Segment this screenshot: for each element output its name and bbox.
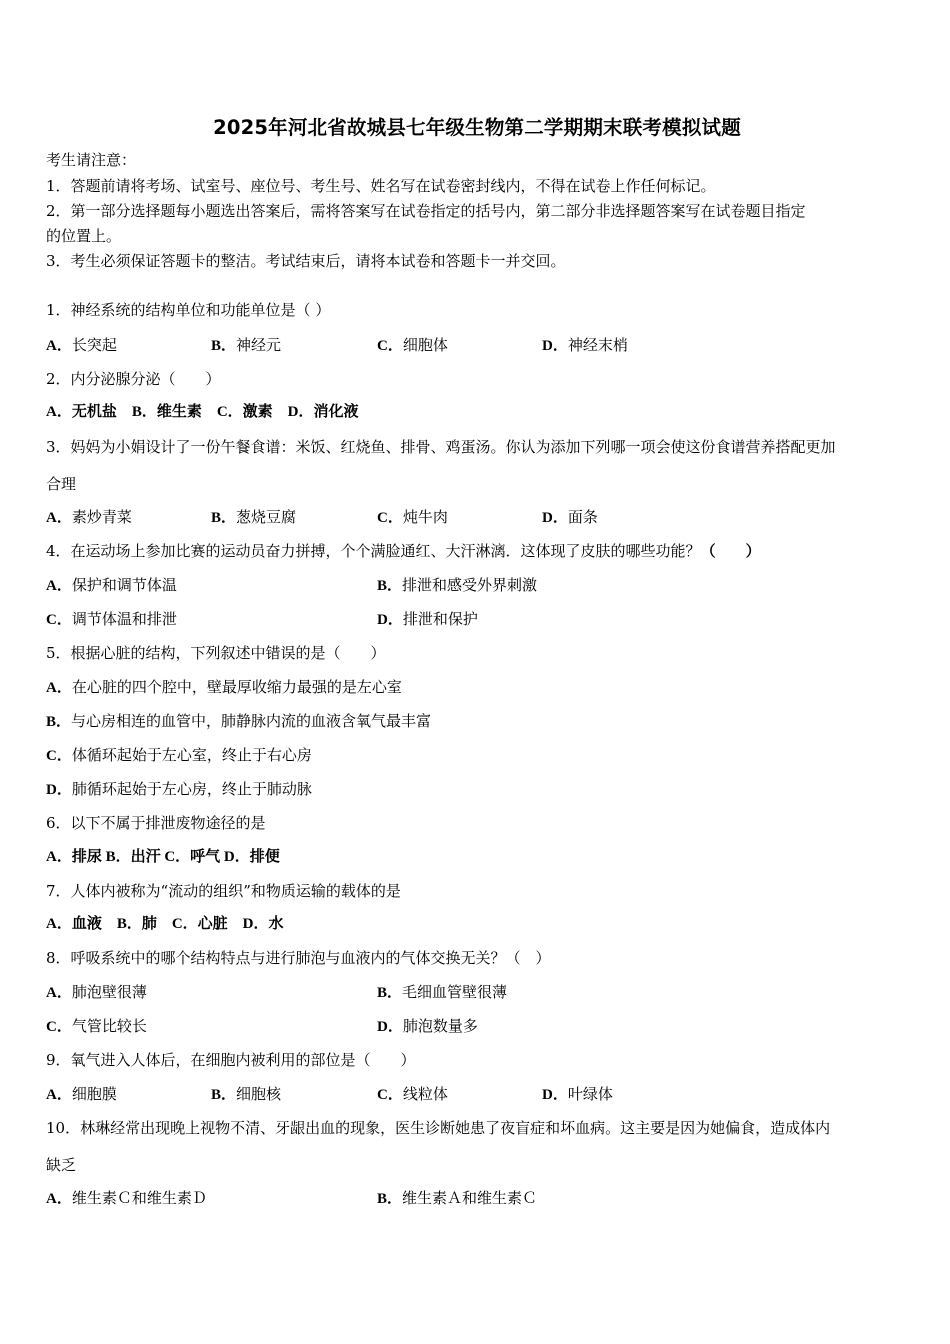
option-b[interactable] xyxy=(377,1188,537,1209)
question-stem-text: 4．在运动场上参加比赛的运动员奋力拼搏，个个满脸通红、大汗淋漓．这体现了皮肤的哪些功能？ xyxy=(46,542,701,560)
question-stem: 9．氧气进入人体后，在细胞内被利用的部位是（ ） xyxy=(46,1051,416,1069)
option-b[interactable] xyxy=(211,507,296,528)
option-text: 神经元 xyxy=(236,336,282,354)
option-text: 调节体温和排泄 xyxy=(71,610,177,628)
option-a[interactable] xyxy=(46,507,132,528)
question-stem: 2．内分泌腺分泌（ ） xyxy=(46,370,221,388)
option-letter: A． xyxy=(46,680,72,696)
notice-item: 2．第一部分选择题每小题选出答案后，需将答案写在试卷指定的括号内，第二部分非选择题答案写在试卷题目指定 xyxy=(46,202,806,220)
question-stem: 6．以下不属于排泄废物途径的是 xyxy=(46,814,266,832)
option-c[interactable] xyxy=(377,507,448,528)
question-stem: 1．神经系统的结构单位和功能单位是（ ） xyxy=(46,301,331,319)
option-d[interactable] xyxy=(542,335,628,356)
notice-heading: 考生请注意： xyxy=(46,151,137,169)
option-a[interactable] xyxy=(46,335,117,356)
option-letter: D． xyxy=(542,510,568,526)
option-c[interactable] xyxy=(377,1084,448,1105)
option-text: 在心脏的四个腔中，壁最厚收缩力最强的是左心室 xyxy=(71,678,402,696)
option-text: 排泄和感受外界刺激 xyxy=(402,576,538,594)
option-text: 维生素Ｃ和维生素Ｄ xyxy=(71,1189,207,1207)
options-inline[interactable]: A．无机盐 B．维生素 C．激素 D．消化液 xyxy=(46,404,359,420)
option-letter: A． xyxy=(46,578,72,594)
option-text: 毛细血管壁很薄 xyxy=(402,983,508,1001)
option-letter: B． xyxy=(211,1087,237,1103)
question-stem: 7．人体内被称为“流动的组织”和物质运输的载体的是 xyxy=(46,882,401,900)
notice-item: 的位置上。 xyxy=(46,227,122,245)
option-text: 长突起 xyxy=(71,336,117,354)
option-c[interactable] xyxy=(46,1016,147,1037)
option-a[interactable] xyxy=(46,575,177,596)
option-text: 与心房相连的血管中，肺静脉内流的血液含氧气最丰富 xyxy=(71,712,432,730)
option-text: 素炒青菜 xyxy=(71,508,132,526)
option-text: 炖牛肉 xyxy=(402,508,448,526)
notice-item: 1．答题前请将考场、试室号、座位号、考生号、姓名写在试卷密封线内，不得在试卷上作任何标记。 xyxy=(46,177,716,195)
option-a[interactable] xyxy=(46,982,147,1003)
option-letter: A． xyxy=(46,510,72,526)
question-stem: 10．林琳经常出现晚上视物不清、牙龈出血的现象，医生诊断她患了夜盲症和坏血病。这主要是因为她偏食，造成体内 xyxy=(46,1119,831,1137)
question-stem: 3．妈妈为小娟设计了一份午餐食谱：米饭、红烧鱼、排骨、鸡蛋汤。你认为添加下列哪一项会使这份食谱营养搭配更加 xyxy=(46,438,836,456)
option-d[interactable] xyxy=(377,609,478,630)
exam-page xyxy=(46,0,908,1344)
option-b[interactable] xyxy=(46,711,431,732)
options-inline[interactable]: A．血液 B．肺 C．心脏 D．水 xyxy=(46,916,284,932)
option-d[interactable] xyxy=(46,779,312,800)
option-c[interactable] xyxy=(46,609,177,630)
option-text: 葱烧豆腐 xyxy=(236,508,297,526)
option-a[interactable] xyxy=(46,1188,207,1209)
option-letter: A． xyxy=(46,1191,72,1207)
option-b[interactable] xyxy=(377,575,537,596)
page-title: 2025年河北省故城县七年级生物第二学期期末联考模拟试题 xyxy=(213,116,741,139)
option-b[interactable] xyxy=(377,982,507,1003)
option-a[interactable] xyxy=(46,1084,117,1105)
option-b[interactable] xyxy=(211,1084,281,1105)
option-letter: B． xyxy=(211,338,237,354)
option-letter: C． xyxy=(377,338,403,354)
option-text: 排泄和保护 xyxy=(402,610,478,628)
option-text: 肺泡壁很薄 xyxy=(71,983,147,1001)
option-letter: C． xyxy=(46,612,72,628)
option-letter: B． xyxy=(46,714,72,730)
option-letter: C． xyxy=(46,748,72,764)
option-letter: C． xyxy=(46,1019,72,1035)
option-letter: D． xyxy=(46,782,72,798)
option-text: 线粒体 xyxy=(402,1085,448,1103)
question-stem xyxy=(46,541,761,561)
option-letter: A． xyxy=(46,1087,72,1103)
option-text: 细胞膜 xyxy=(71,1085,117,1103)
option-text: 细胞体 xyxy=(402,336,448,354)
option-text: 面条 xyxy=(567,508,598,526)
option-d[interactable] xyxy=(542,1084,613,1105)
option-b[interactable] xyxy=(211,335,281,356)
question-stem-continued: 缺乏 xyxy=(46,1156,77,1174)
option-letter: B． xyxy=(377,985,403,1001)
option-letter: A． xyxy=(46,338,72,354)
option-letter: C． xyxy=(377,1087,403,1103)
option-text: 肺泡数量多 xyxy=(402,1017,478,1035)
question-stem: 5．根据心脏的结构，下列叙述中错误的是（ ） xyxy=(46,644,386,662)
question-stem: 8．呼吸系统中的哪个结构特点与进行肺泡与血液内的气体交换无关？（ ） xyxy=(46,949,551,967)
option-text: 气管比较长 xyxy=(71,1017,147,1035)
notice-item: 3．考生必须保证答题卡的整洁。考试结束后，请将本试卷和答题卡一并交回。 xyxy=(46,252,566,270)
option-text: 体循环起始于左心室，终止于右心房 xyxy=(71,746,312,764)
option-text: 肺循环起始于左心房，终止于肺动脉 xyxy=(71,780,312,798)
option-letter: B． xyxy=(377,578,403,594)
option-text: 保护和调节体温 xyxy=(71,576,177,594)
option-letter: D． xyxy=(377,1019,403,1035)
options-inline[interactable]: A．排尿 B．出汗 C．呼气 D．排便 xyxy=(46,849,280,865)
option-letter: D． xyxy=(377,612,403,628)
option-letter: D． xyxy=(542,338,568,354)
question-stem-continued: 合理 xyxy=(46,475,77,493)
option-a[interactable] xyxy=(46,677,402,698)
option-letter: D． xyxy=(542,1087,568,1103)
option-letter: C． xyxy=(377,510,403,526)
option-text: 细胞核 xyxy=(236,1085,282,1103)
option-c[interactable] xyxy=(377,335,448,356)
option-d[interactable] xyxy=(542,507,598,528)
option-text: 叶绿体 xyxy=(567,1085,613,1103)
option-text: 维生素Ａ和维生素Ｃ xyxy=(402,1189,538,1207)
option-letter: B． xyxy=(377,1191,403,1207)
option-c[interactable] xyxy=(46,745,312,766)
option-d[interactable] xyxy=(377,1016,478,1037)
answer-paren: （ ） xyxy=(700,542,761,560)
option-letter: A． xyxy=(46,985,72,1001)
option-text: 神经末梢 xyxy=(567,336,628,354)
option-letter: B． xyxy=(211,510,237,526)
